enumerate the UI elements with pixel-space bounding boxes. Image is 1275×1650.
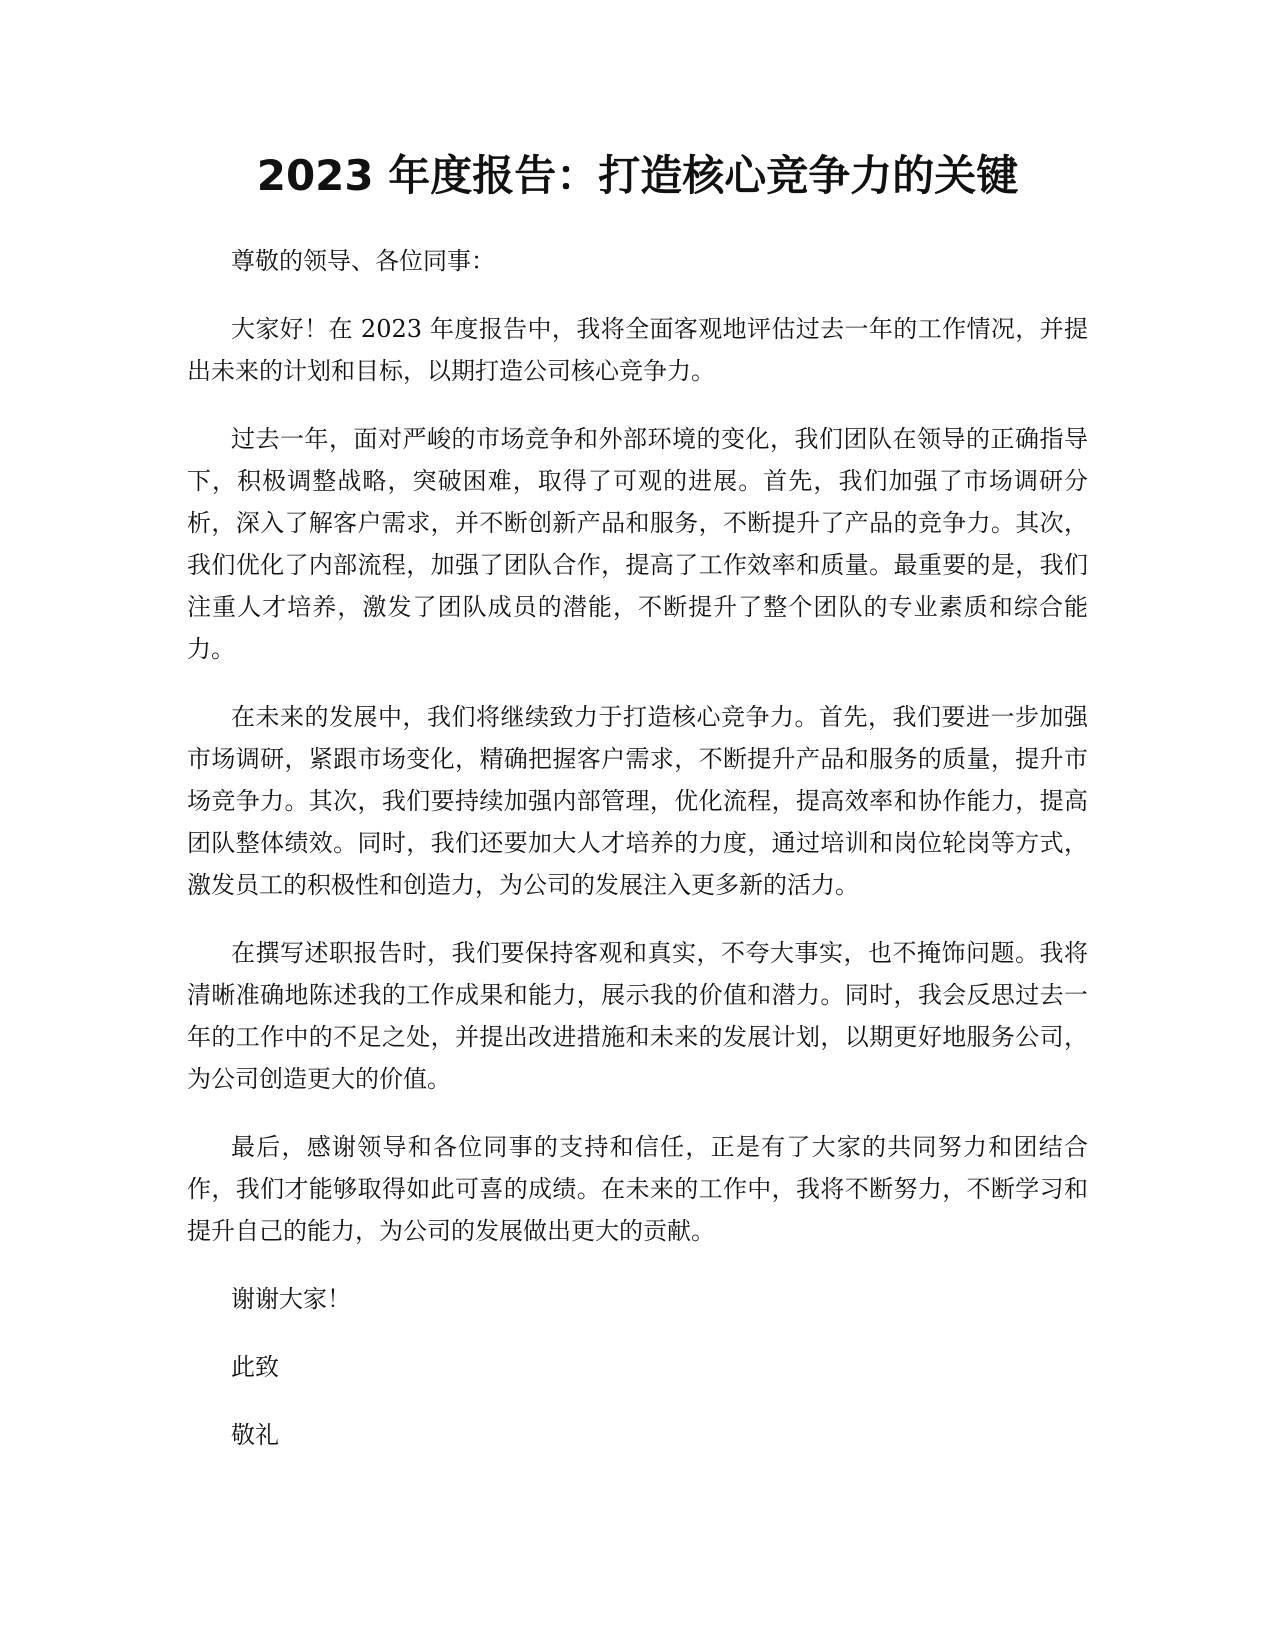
body-paragraph: 大家好！在 2023 年度报告中，我将全面客观地评估过去一年的工作情况，并提出未来的计划和目标，以期打造公司核心竞争力。 xyxy=(187,315,1088,385)
closing-line: 此致 xyxy=(231,1353,279,1381)
body-paragraph: 在撰写述职报告时，我们要保持客观和真实，不夸大事实，也不掩饰问题。我将清晰准确地陈述我的工作成果和能力，展示我的价值和潜力。同时，我会反思过去一年的工作中的不足之处，并提出改进措施和未来的发展计划，以期更好地服务公司，为公司创造更大的价值。 xyxy=(187,939,1088,1093)
closing-regards: 敬礼 xyxy=(231,1421,279,1449)
body-paragraph: 过去一年，面对严峻的市场竞争和外部环境的变化，我们团队在领导的正确指导下，积极调整战略，突破困难，取得了可观的进展。首先，我们加强了市场调研分析，深入了解客户需求，并不断创新产品和服务，不断提升了产品的竞争力。其次，我们优化了内部流程，加强了团队合作，提高了工作效率和质量。最重要的是，我们注重人才培养，激发了团队成员的潜能，不断提升了整个团队的专业素质和综合能力。 xyxy=(187,425,1088,663)
body-paragraph: 最后，感谢领导和各位同事的支持和信任，正是有了大家的共同努力和团结合作，我们才能够取得如此可喜的成绩。在未来的工作中，我将不断努力，不断学习和提升自己的能力，为公司的发展做出更大的贡献。 xyxy=(187,1133,1088,1245)
document-body xyxy=(187,240,1088,1482)
thanks-line: 谢谢大家！ xyxy=(231,1285,351,1313)
body-paragraph: 在未来的发展中，我们将继续致力于打造核心竞争力。首先，我们要进一步加强市场调研，紧跟市场变化，精确把握客户需求，不断提升产品和服务的质量，提升市场竞争力。其次，我们要持续加强内部管理，优化流程，提高效率和协作能力，提高团队整体绩效。同时，我们还要加大人才培养的力度，通过培训和岗位轮岗等方式，激发员工的积极性和创造力，为公司的发展注入更多新的活力。 xyxy=(187,703,1088,899)
salutation: 尊敬的领导、各位同事： xyxy=(231,247,495,275)
document-title: 2023 年度报告：打造核心竞争力的关键 xyxy=(256,151,1019,200)
